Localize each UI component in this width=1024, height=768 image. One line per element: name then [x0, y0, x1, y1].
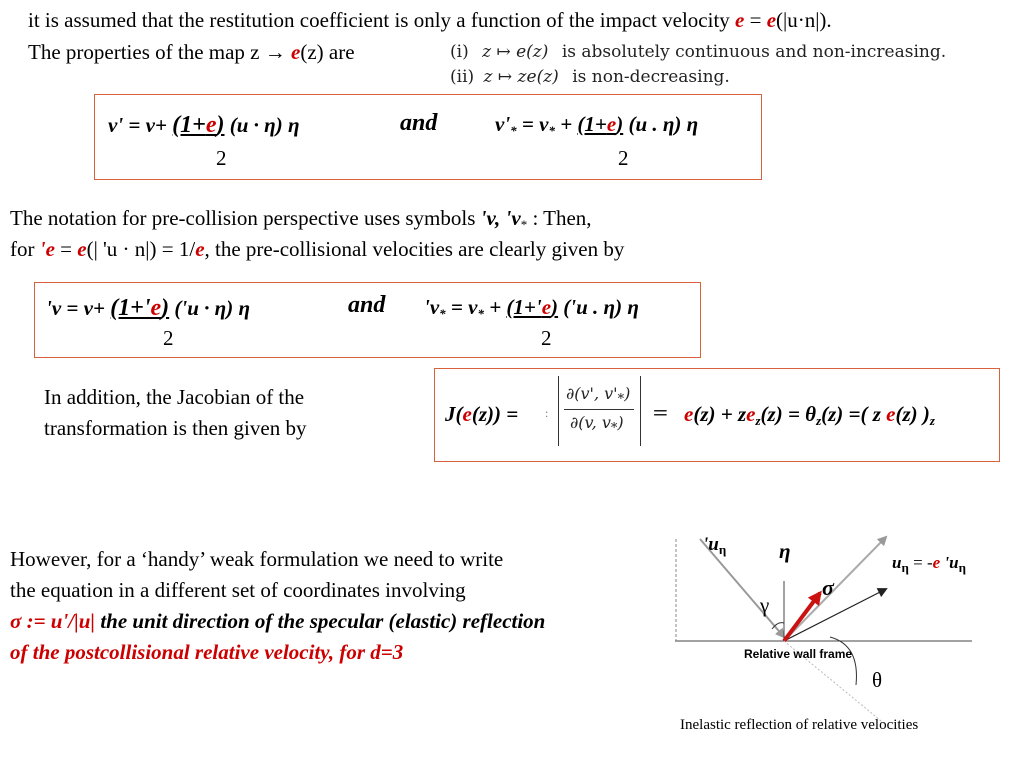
weak-line-1: However, for a ‘handy’ weak formulation we need to write: [10, 547, 504, 571]
intro-equals: =: [744, 8, 767, 32]
det-denominator: [570, 413, 624, 436]
notation-pre-e: 'e: [39, 237, 55, 261]
pre-star-subscript-2: *: [477, 306, 484, 321]
formula-left-e: e: [205, 112, 217, 138]
jacobian-rhs-c: (z) =( z: [821, 402, 887, 426]
formula-right-rhs: (u . η) η: [623, 112, 699, 136]
intro-line-2-tail: (z) are: [300, 40, 355, 64]
pre-denominator-right: 2: [541, 326, 552, 350]
post-u-e: e: [932, 553, 941, 572]
formula-right-lhs: v': [495, 112, 511, 136]
jacobian-rhs-sub-z3: z: [929, 413, 935, 428]
property-1-map: z ↦ e(z): [482, 42, 549, 62]
star-subscript: *: [510, 123, 517, 138]
pre-formula-left-numerator-close: ): [161, 295, 170, 321]
notation-e-3: e: [195, 237, 205, 261]
pre-formula-right-numerator-close: ): [551, 295, 559, 319]
jacobian-e: e: [462, 402, 472, 426]
specular-reflection-arrow: [784, 537, 886, 641]
and-label: and: [400, 110, 438, 136]
pre-formula-right-e: e: [541, 295, 552, 319]
formula-left-numerator-open: (1+: [172, 112, 206, 138]
jacobian-text-line-1: In addition, the Jacobian of the: [44, 385, 305, 409]
pre-formula-right-rhs: ('u . η) η: [558, 295, 639, 319]
intro-e-symbol-2: e: [766, 8, 777, 32]
pre-formula-left-rhs: ('u · η) η: [169, 296, 250, 320]
jacobian-rhs-sub-z2: z: [816, 413, 822, 428]
property-1-text: is absolutely continuous and non-increasing.: [561, 42, 947, 62]
pre-collision-formula-right: [424, 295, 639, 322]
pre-formula-left-numerator: [110, 295, 169, 321]
formula-left-numerator-close: ): [216, 112, 225, 138]
notation-symbols: 'v, 'v: [480, 206, 521, 230]
pre-collision-formula-left: [46, 295, 250, 322]
det-fraction-bar: [564, 409, 634, 410]
weak-line-4: of the postcollisional relative velocity, for d=3: [10, 640, 404, 664]
formula-left-rhs: (u · η) η: [224, 113, 300, 137]
gamma-label: γ: [760, 593, 770, 617]
det-numerator: [566, 384, 630, 407]
jacobian-text-line-2: transformation is then given by: [44, 416, 307, 440]
jacobian-colon: :: [545, 406, 549, 420]
notation-line-2-text: for: [10, 237, 40, 261]
formula-right-numerator: [577, 112, 623, 136]
pre-formula-right-plus: +: [483, 295, 507, 319]
post-u-text: u: [892, 553, 902, 572]
notation-line-1-text: The notation for pre-collision perspective uses symbols: [10, 206, 481, 230]
formula-right-e: e: [606, 112, 617, 136]
weak-line-3-text: the unit direction of the specular (elastic) reflection: [95, 609, 546, 633]
property-2-map: z ↦ ze(z): [483, 67, 559, 87]
notation-mid: (| 'u · n|) = 1/: [86, 237, 196, 261]
notation-equals: =: [54, 237, 78, 261]
intro-line-2-text: The properties of the map z: [28, 40, 265, 64]
intro-e-symbol: e: [735, 8, 745, 32]
arrow-icon: →: [264, 40, 286, 64]
jacobian-rhs-sub-z: z: [755, 413, 761, 428]
intro-line-2-e: e: [285, 40, 301, 64]
and-label-2: and: [348, 292, 386, 318]
sigma-arrow: [784, 593, 820, 641]
post-u-sub: η: [901, 560, 909, 575]
det-denominator-star: *: [610, 421, 618, 436]
formula-left-numerator: [172, 112, 224, 138]
jacobian-j: J(: [445, 402, 463, 426]
sigma-label: σ: [822, 575, 834, 600]
post-u-equals: = -: [908, 553, 933, 572]
jacobian-rhs-e3: e: [886, 402, 896, 426]
intro-line-1-tail: (|u·n|).: [776, 8, 832, 32]
pre-star-subscript: *: [439, 306, 446, 321]
weak-line-3: [10, 609, 545, 634]
denominator-left: 2: [216, 146, 227, 170]
diagram-caption: Inelastic reflection of relative velocities: [680, 717, 919, 733]
incoming-u-text: 'u: [703, 534, 719, 555]
formula-right-eq: = v: [516, 112, 549, 136]
jacobian-lhs: [445, 402, 518, 427]
notation-line-2: [10, 237, 624, 262]
det-denominator-close: ): [617, 413, 624, 432]
jacobian-rhs-e: e: [684, 402, 694, 426]
jacobian-lhs-close: (z)) =: [471, 402, 519, 426]
pre-formula-left-e: e: [150, 295, 162, 321]
notation-star: *: [520, 217, 528, 232]
theta-label: θ: [872, 668, 883, 692]
formula-right-numerator-close: ): [616, 112, 624, 136]
notation-line-2-tail: , the pre-collisional velocities are clearly given by: [204, 237, 625, 261]
formula-right-plus: +: [554, 112, 578, 136]
pre-formula-right-numerator-open: (1+': [506, 295, 542, 319]
incoming-u-sub: η: [718, 542, 727, 557]
jacobian-rhs-e2: e: [746, 402, 756, 426]
formula-right-numerator-open: (1+: [577, 112, 607, 136]
post-velocity-label: [892, 553, 966, 576]
det-denominator-text: ∂(v, v: [570, 413, 611, 432]
post-collision-formula-right: [495, 112, 698, 139]
intro-line-2: [28, 40, 355, 65]
jacobian-rhs-a: (z) + z: [693, 402, 747, 426]
post-collision-velocity-arrow: [784, 589, 886, 641]
det-numerator-text: ∂(v', v': [566, 384, 618, 403]
jacobian-rhs-b: (z) = θ: [760, 402, 817, 426]
pre-formula-right-lhs: 'v: [424, 295, 440, 319]
property-1-number: (i): [450, 42, 469, 62]
property-1: [450, 42, 946, 62]
det-bar-left: [558, 376, 559, 446]
post-u-pre-text: 'u: [940, 553, 959, 572]
intro-line-1: [28, 8, 832, 33]
jacobian-equals: =: [652, 400, 669, 424]
notation-line-1-tail: : Then,: [527, 206, 592, 230]
property-2: [450, 67, 730, 87]
post-collision-formula-left: [108, 112, 299, 139]
incoming-u-label: [703, 534, 726, 558]
star-subscript-2: *: [548, 123, 555, 138]
sigma-definition: σ := u'/|u|: [10, 609, 96, 633]
det-numerator-close: ): [624, 384, 631, 403]
pre-denominator-left: 2: [163, 326, 174, 350]
notation-e: e: [77, 237, 87, 261]
det-numerator-star: *: [617, 392, 625, 407]
pre-formula-right-numerator: [506, 295, 558, 319]
intro-line-1-text: it is assumed that the restitution coefficient is only a function of the impact velocity: [28, 8, 736, 32]
post-u-pre-sub: η: [958, 560, 966, 575]
pre-formula-right-eq: = v: [445, 295, 478, 319]
jacobian-rhs-d: (z) ): [895, 402, 930, 426]
pre-formula-left-lhs: 'v = v+: [46, 296, 111, 320]
property-2-text: is non-decreasing.: [572, 67, 730, 87]
property-2-number: (ii): [450, 67, 475, 87]
jacobian-rhs: [684, 402, 935, 429]
denominator-right: 2: [618, 146, 629, 170]
theta-arc: [830, 637, 856, 685]
pre-formula-left-numerator-open: (1+': [110, 295, 151, 321]
weak-line-2: the equation in a different set of coordinates involving: [10, 578, 466, 602]
wall-frame-label: Relative wall frame: [744, 647, 853, 661]
det-bar-right: [640, 376, 641, 446]
eta-label: η: [779, 539, 791, 563]
notation-line-1: [10, 206, 592, 233]
formula-left-lhs: v' = v+: [108, 113, 173, 137]
